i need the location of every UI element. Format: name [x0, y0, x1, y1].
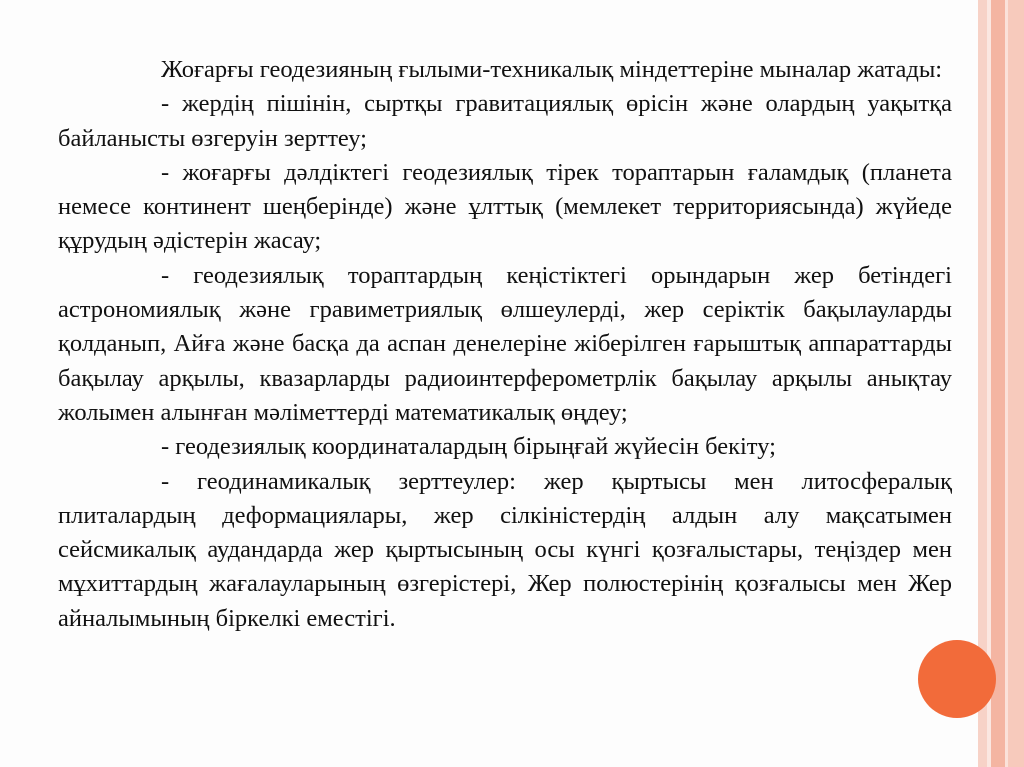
list-item-coordinate-system: - геодезиялық координаталардың бірыңғай жүйесін бекіту;: [161, 433, 776, 461]
list-item-network-processing: - геодезиялық тораптардың кеңістіктегі орындарын жер бетіндегі астрономиялық және гравиметриялық өлшеулерді, жер серіктік бақылауларды қолданып, Айға және басқа да аспан денелеріне жіберілген ғарыштық аппараттарды бақылау арқылы, квазарларды радиоинтерферометрлік бақылау арқылы анықтау жолымен алынған мәліметтерді математикалық өңдеу;: [58, 261, 952, 426]
decorative-border-stripe: [1008, 0, 1024, 767]
decorative-border-stripe: [991, 0, 1005, 767]
list-item-reference-networks: - жоғарғы дәлдіктегі геодезиялық тірек тораптарын ғаламдық (планета немесе континент шеңберінде) және ұлттық (мемлекет территориясында) жүйеде құрудың әдістерін жасау;: [58, 158, 952, 255]
list-item-geodynamics: - геодинамикалық зерттеулер: жер қыртысы мен литосфералық плиталардың деформациялары, жер сілкіністердің алдын алу мақсатымен сейсмикалық аудандарда жер қыртысының осы күнгі қозғалыстары, теңіздер мен мұхиттардың жағалауларының өзгерістері, Жер полюстерінің қозғалысы мен Жер айналымының біркелкі еместігі.: [58, 467, 952, 632]
accent-circle-decoration: [918, 640, 996, 718]
slide-body-text: [58, 53, 952, 636]
paragraph-intro: Жоғарғы геодезияның ғылыми-техникалық міндеттеріне мыналар жатады:: [161, 56, 943, 83]
list-item-earth-shape: - жердің пішінін, сыртқы гравитациялық өрісін және олардың уақытқа байланысты өзгеруін зерттеу;: [58, 90, 952, 152]
